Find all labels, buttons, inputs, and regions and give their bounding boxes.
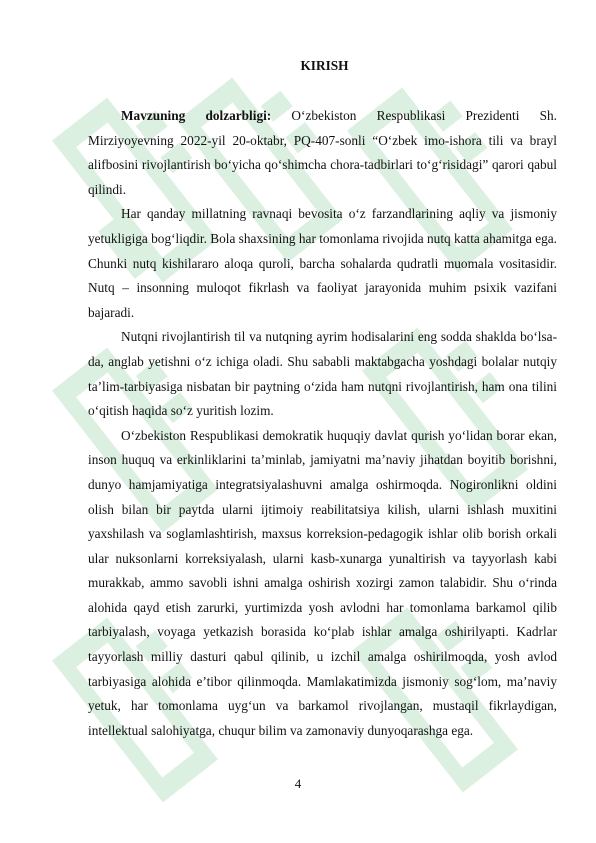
- paragraph-relevance: [88, 104, 557, 202]
- page-title: KIRISH: [300, 58, 349, 73]
- paragraph-text: O‘zbekiston Respublikasi Prezidenti Sh. Mirziyoyevning 2022-yil 20-oktabr, PQ-407-sonli “O‘zbek imo-ishora tili va brayl alifbosini rivojlantirish bo‘yicha qo‘shimcha chora-tadbirlari to‘g‘risidagi” qarori qabul qilindi.: [88, 108, 557, 197]
- paragraph: O‘zbekiston Respublikasi demokratik huquqiy davlat qurish yo‘lidan borar ekan, inson huquq va erkinliklarini ta’minlab, jamiyatni ma’naviy jihatdan boyitib borishni, dunyo hamjamiyatiga integratsiyalashuvni amalga oshirmoqda. Nogironlikni oldini olish bilan bir paytda ularni ijtimoiy reabilitatsiya kilish, ularni ishlash muxitini yaxshilash va soglamlashtirish, maxsus korreksion-pedagogik ishlar olib borish orkali ular nuksonlarni korreksiyalash, ularni kasb-xunarga yunaltirish va tayyorlash kabi murakkab, ammo savobli ishni amalga oshirish xozirgi zamon talabidir. Shu o‘rinda alohida qayd etish zarurki, yurtimizda yosh avlodni har tomonlama barkamol qilib tarbiyalash, voyaga yetkazish borasida ko‘plab ishlar amalga oshirilyapti. Kadrlar tayyorlash milliy dasturi qabul qilinib, u izchil amalga oshirilmoqda, yosh avlod tarbiyasiga alohida e’tibor qilinmoqda. Mamlakatimizda jismoniy sog‘lom, ma’naviy yetuk, har tomonlama uyg‘un va barkamol rivojlangan, mustaqil fikrlaydigan, intellektual salohiyatga, chuqur bilim va zamonaviy dunyoqarashga ega.: [88, 427, 557, 738]
- paragraph: Nutqni rivojlantirish til va nutqning ayrim hodisalarini eng sodda shaklda bo‘lsa-da, anglab yetishni o‘z ichiga oladi. Shu sababli maktabgacha yoshdagi bolalar nutqiy ta’lim-tarbiyasiga nisbatan bir paytning o‘zida ham nutqni rivojlantirish, ham ona tilini o‘qitish haqida so‘z yuritish lozim.: [88, 329, 557, 419]
- paragraph: Har qanday millatning ravnaqi bevosita o‘z farzandlarining aqliy va jismoniy yetukligiga bog‘liqdir. Bola shaxsining har tomonlama rivojida nutq katta ahamitga ega. Chunki nutq kishilararo aloqa quroli, barcha sohalarda qudratli muomala vositasidir. Nutq – insonning muloqot fikrlash va faoliyat jarayonida muhim psixik vazifani bajaradi.: [88, 206, 557, 320]
- paragraph-lead: Mavzuning dolzarbligi:: [121, 108, 272, 123]
- document-page: [88, 56, 557, 743]
- page-number: 4: [294, 776, 302, 791]
